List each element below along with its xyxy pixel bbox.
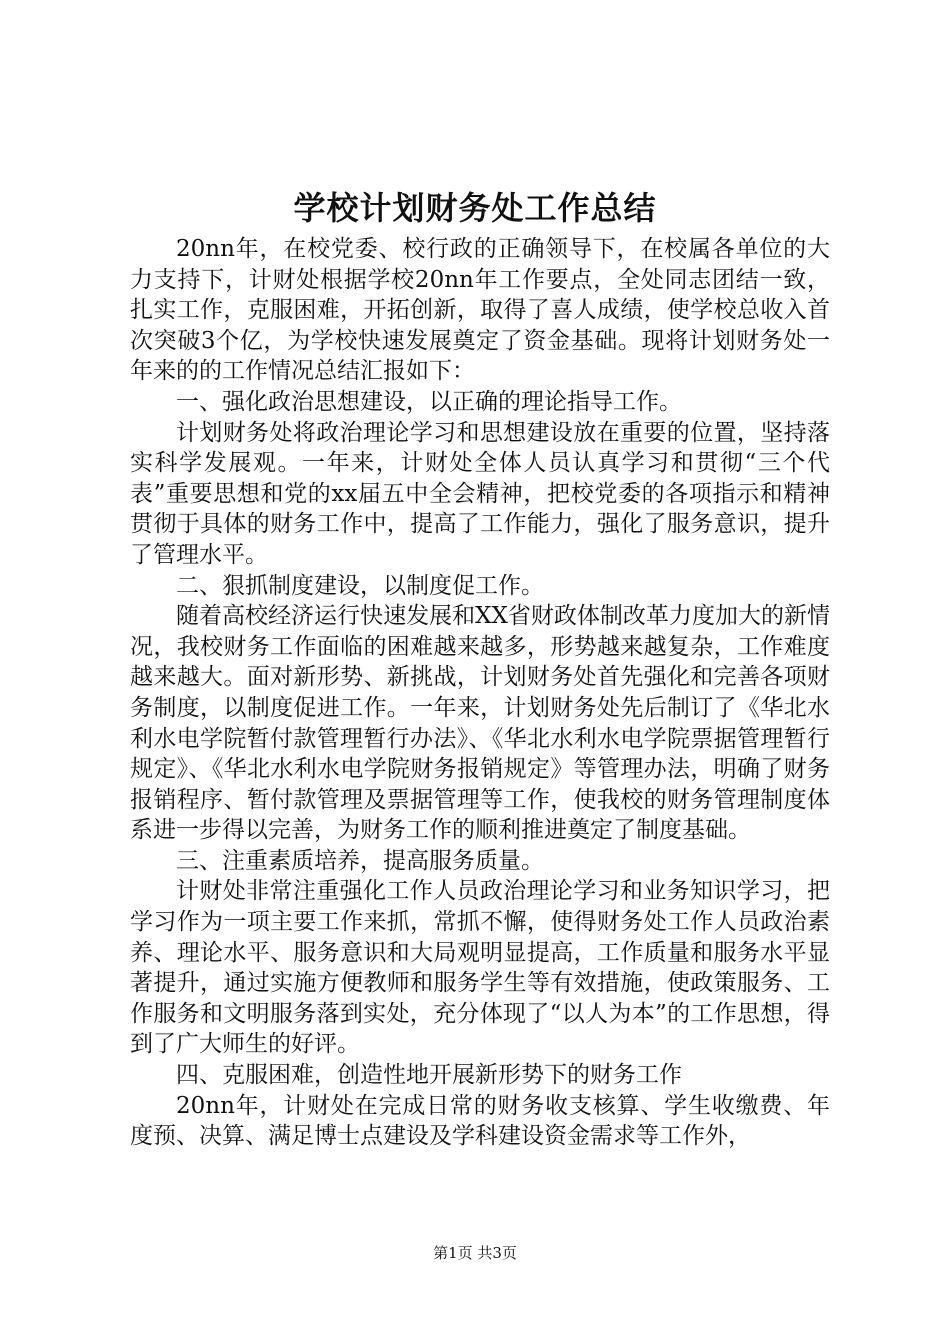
paragraph-section-3: 计财处非常注重强化工作人员政治理论学习和业务知识学习，把学习作为一项主要工作来抓，常抓不懈，使得财务处工作人员政治素养、理论水平、服务意识和大局观明显提高，工作质量和服务水平显著提升，通过实施方便教师和服务学生等有效措施，使政策服务、工作服务和文明服务落到实处，充分体现了“以人为本”的工作思想，得到了广大师生的好评。 (130, 878, 830, 1058)
section-heading-4: 四、克服困难，创造性地开展新形势下的财务工作 (176, 1062, 682, 1089)
document-title: 学校计划财务处工作总结 (293, 189, 657, 227)
document-body (130, 234, 830, 1152)
section-heading-3: 三、注重素质培养，提高服务质量。 (176, 847, 544, 874)
section-heading-1: 一、强化政治思想建设，以正确的理论指导工作。 (176, 388, 682, 415)
paragraph-section-1: 计划财务处将政治理论学习和思想建设放在重要的位置，坚持落实科学发展观。一年来，计财处全体人员认真学习和贯彻“三个代表”重要思想和党的xx届五中全会精神，把校党委的各项指示和精神贯彻于具体的财务工作中，提高了工作能力，强化了服务意识，提升了管理水平。 (130, 419, 830, 568)
paragraph-section-4: 20nn年，计财处在完成日常的财务收支核算、学生收缴费、年度预、决算、满足博士点建设及学科建设资金需求等工作外， (130, 1092, 830, 1150)
paragraph-intro: 20nn年，在校党委、校行政的正确领导下，在校属各单位的大力支持下，计财处根据学校20nn年工作要点，全处同志团结一致，扎实工作，克服困难，开拓创新，取得了喜人成绩，使学校总收入首次突破3个亿，为学校快速发展奠定了资金基础。现将计划财务处一年来的的工作情况总结汇报如下： (130, 236, 830, 385)
paragraph-section-2: 随着高校经济运行快速发展和XX省财政体制改革力度加大的新情况，我校财务工作面临的困难越来越多，形势越来越复杂，工作难度越来越大。面对新形势、新挑战，计划财务处首先强化和完善各项财务制度，以制度促进工作。一年来，计划财务处先后制订了《华北水利水电学院暂付款管理暂行办法》、《华北水利水电学院票据管理暂行规定》、《华北水利水电学院财务报销规定》等管理办法，明确了财务报销程序、暂付款管理及票据管理等工作，使我校的财务管理制度体系进一步得以完善，为财务工作的顺利推进奠定了制度基础。 (130, 603, 830, 844)
page-footer: 第1页 共3页 (433, 1244, 517, 1262)
section-heading-2: 二、狠抓制度建设，以制度促工作。 (176, 572, 544, 599)
